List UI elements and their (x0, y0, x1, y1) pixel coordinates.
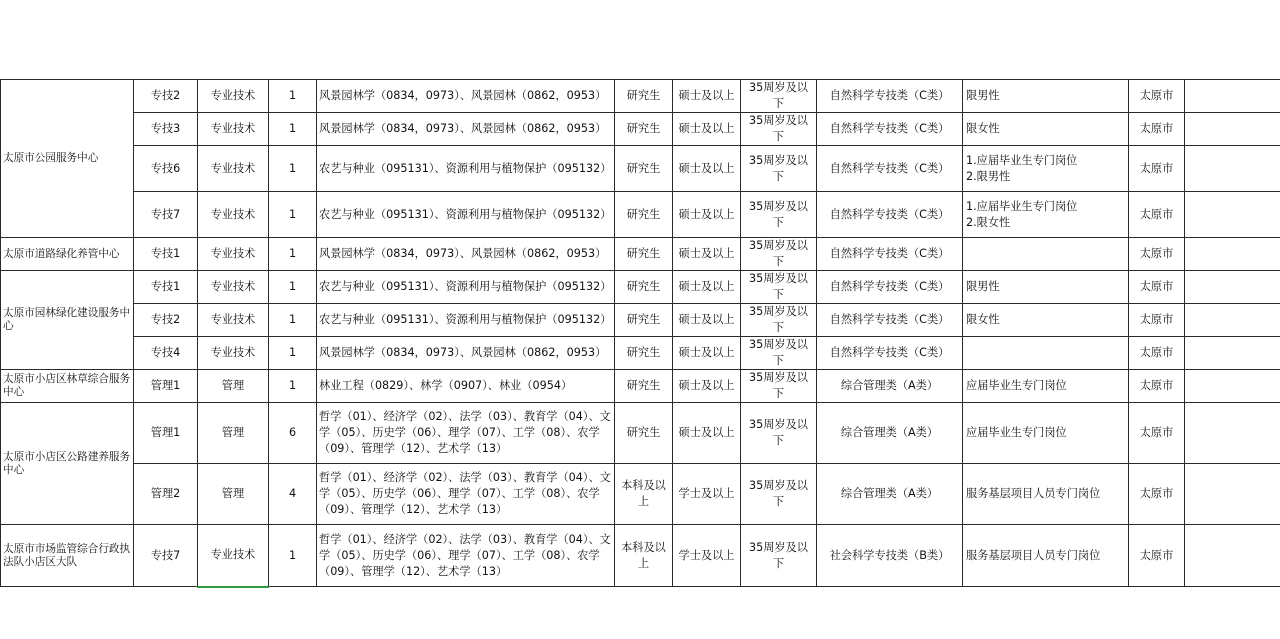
education-cell[interactable]: 本科及以上 (615, 525, 673, 587)
table-row[interactable] (1, 304, 1280, 337)
education-cell[interactable]: 研究生 (615, 238, 673, 271)
remark-cell[interactable]: 限男性 (963, 80, 1129, 113)
exam-category-cell[interactable]: 综合管理类（A类） (817, 403, 963, 464)
major-cell[interactable]: 农艺与种业（095131）、资源利用与植物保护（095132） (317, 146, 615, 192)
location-cell[interactable]: 太原市 (1129, 525, 1185, 587)
degree-cell[interactable]: 硕士及以上 (673, 192, 741, 238)
position-type-cell[interactable]: 专业技术 (198, 271, 269, 304)
department-cell[interactable]: 太原市小店区林草综合服务中心 (1, 370, 134, 403)
position-type-cell[interactable]: 管理 (198, 403, 269, 464)
degree-cell[interactable]: 硕士及以上 (673, 238, 741, 271)
location-cell[interactable]: 太原市 (1129, 271, 1185, 304)
education-cell[interactable]: 研究生 (615, 337, 673, 370)
degree-cell[interactable]: 学士及以上 (673, 525, 741, 587)
position-type-cell[interactable]: 专业技术 (198, 192, 269, 238)
major-cell[interactable]: 风景园林学（0834，0973）、风景园林（0862，0953） (317, 80, 615, 113)
headcount-cell[interactable]: 1 (269, 337, 317, 370)
degree-cell[interactable]: 硕士及以上 (673, 271, 741, 304)
degree-cell[interactable]: 硕士及以上 (673, 370, 741, 403)
headcount-cell[interactable]: 1 (269, 525, 317, 587)
empty-cell[interactable] (1185, 525, 1280, 587)
position-code-cell[interactable]: 专技3 (134, 113, 198, 146)
empty-cell[interactable] (1185, 370, 1280, 403)
education-cell[interactable]: 研究生 (615, 304, 673, 337)
major-cell[interactable]: 哲学（01）、经济学（02）、法学（03）、教育学（04）、文学（05）、历史学（06）、理学（07）、工学（08）、农学（09）、管理学（12）、艺术学（13） (317, 525, 615, 587)
location-cell[interactable]: 太原市 (1129, 146, 1185, 192)
headcount-cell[interactable]: 4 (269, 464, 317, 525)
location-cell[interactable]: 太原市 (1129, 464, 1185, 525)
location-cell[interactable]: 太原市 (1129, 238, 1185, 271)
position-code-cell[interactable]: 专技7 (134, 525, 198, 587)
position-code-cell[interactable]: 专技4 (134, 337, 198, 370)
education-cell[interactable]: 研究生 (615, 271, 673, 304)
exam-category-cell[interactable]: 综合管理类（A类） (817, 370, 963, 403)
exam-category-cell[interactable]: 自然科学专技类（C类） (817, 271, 963, 304)
age-cell[interactable]: 35周岁及以下 (741, 113, 817, 146)
age-cell[interactable]: 35周岁及以下 (741, 271, 817, 304)
department-cell[interactable]: 太原市小店区公路建养服务中心 (1, 403, 134, 525)
remark-cell[interactable]: 限女性 (963, 304, 1129, 337)
department-cell[interactable]: 太原市市场监管综合行政执法队小店区大队 (1, 525, 134, 587)
exam-category-cell[interactable]: 自然科学专技类（C类） (817, 80, 963, 113)
position-code-cell[interactable]: 管理2 (134, 464, 198, 525)
age-cell[interactable]: 35周岁及以下 (741, 304, 817, 337)
headcount-cell[interactable]: 1 (269, 80, 317, 113)
major-cell[interactable]: 林业工程（0829）、林学（0907）、林业（0954） (317, 370, 615, 403)
headcount-cell[interactable]: 1 (269, 113, 317, 146)
table-row[interactable] (1, 238, 1280, 271)
degree-cell[interactable]: 硕士及以上 (673, 337, 741, 370)
exam-category-cell[interactable]: 自然科学专技类（C类） (817, 304, 963, 337)
table-row[interactable] (1, 271, 1280, 304)
headcount-cell[interactable]: 1 (269, 370, 317, 403)
remark-cell[interactable]: 应届毕业生专门岗位 (963, 403, 1129, 464)
table-row[interactable] (1, 337, 1280, 370)
empty-cell[interactable] (1185, 192, 1280, 238)
headcount-cell[interactable]: 6 (269, 403, 317, 464)
empty-cell[interactable] (1185, 238, 1280, 271)
degree-cell[interactable]: 硕士及以上 (673, 403, 741, 464)
remark-cell[interactable] (963, 238, 1129, 271)
remark-cell[interactable]: 限男性 (963, 271, 1129, 304)
degree-cell[interactable]: 硕士及以上 (673, 304, 741, 337)
empty-cell[interactable] (1185, 403, 1280, 464)
education-cell[interactable]: 研究生 (615, 370, 673, 403)
education-cell[interactable]: 研究生 (615, 192, 673, 238)
age-cell[interactable]: 35周岁及以下 (741, 464, 817, 525)
department-cell[interactable]: 太原市道路绿化养管中心 (1, 238, 134, 271)
position-code-cell[interactable]: 专技7 (134, 192, 198, 238)
location-cell[interactable]: 太原市 (1129, 80, 1185, 113)
headcount-cell[interactable]: 1 (269, 271, 317, 304)
major-cell[interactable]: 风景园林学（0834，0973）、风景园林（0862，0953） (317, 337, 615, 370)
age-cell[interactable]: 35周岁及以下 (741, 337, 817, 370)
education-cell[interactable]: 研究生 (615, 146, 673, 192)
age-cell[interactable]: 35周岁及以下 (741, 146, 817, 192)
table-row[interactable] (1, 525, 1280, 587)
table-row[interactable] (1, 403, 1280, 464)
age-cell[interactable]: 35周岁及以下 (741, 80, 817, 113)
exam-category-cell[interactable]: 自然科学专技类（C类） (817, 146, 963, 192)
degree-cell[interactable]: 学士及以上 (673, 464, 741, 525)
major-cell[interactable]: 农艺与种业（095131）、资源利用与植物保护（095132） (317, 271, 615, 304)
position-code-cell[interactable]: 专技6 (134, 146, 198, 192)
education-cell[interactable]: 本科及以上 (615, 464, 673, 525)
position-code-cell[interactable]: 专技1 (134, 271, 198, 304)
headcount-cell[interactable]: 1 (269, 146, 317, 192)
location-cell[interactable]: 太原市 (1129, 304, 1185, 337)
position-type-cell[interactable]: 专业技术 (198, 113, 269, 146)
table-row[interactable] (1, 192, 1280, 238)
degree-cell[interactable]: 硕士及以上 (673, 113, 741, 146)
location-cell[interactable]: 太原市 (1129, 337, 1185, 370)
major-cell[interactable]: 风景园林学（0834，0973）、风景园林（0862，0953） (317, 238, 615, 271)
empty-cell[interactable] (1185, 146, 1280, 192)
position-type-cell[interactable]: 管理 (198, 464, 269, 525)
age-cell[interactable]: 35周岁及以下 (741, 403, 817, 464)
table-row[interactable] (1, 146, 1280, 192)
major-cell[interactable]: 农艺与种业（095131）、资源利用与植物保护（095132） (317, 192, 615, 238)
major-cell[interactable]: 风景园林学（0834，0973）、风景园林（0862，0953） (317, 113, 615, 146)
degree-cell[interactable]: 硕士及以上 (673, 80, 741, 113)
remark-cell[interactable]: 1.应届毕业生专门岗位 2.限女性 (963, 192, 1129, 238)
exam-category-cell[interactable]: 综合管理类（A类） (817, 464, 963, 525)
table-row[interactable] (1, 464, 1280, 525)
remark-cell[interactable]: 服务基层项目人员专门岗位 (963, 525, 1129, 587)
job-table (0, 79, 1280, 588)
table-row[interactable] (1, 370, 1280, 403)
education-cell[interactable]: 研究生 (615, 403, 673, 464)
age-cell[interactable]: 35周岁及以下 (741, 525, 817, 587)
age-cell[interactable]: 35周岁及以下 (741, 238, 817, 271)
position-code-cell[interactable]: 管理1 (134, 403, 198, 464)
empty-cell[interactable] (1185, 464, 1280, 525)
position-type-cell[interactable]: 专业技术 (198, 525, 269, 587)
location-cell[interactable]: 太原市 (1129, 113, 1185, 146)
exam-category-cell[interactable]: 自然科学专技类（C类） (817, 238, 963, 271)
empty-cell[interactable] (1185, 271, 1280, 304)
exam-category-cell[interactable]: 自然科学专技类（C类） (817, 337, 963, 370)
exam-category-cell[interactable]: 自然科学专技类（C类） (817, 113, 963, 146)
position-type-cell[interactable]: 专业技术 (198, 337, 269, 370)
age-cell[interactable]: 35周岁及以下 (741, 370, 817, 403)
location-cell[interactable]: 太原市 (1129, 192, 1185, 238)
education-cell[interactable]: 研究生 (615, 113, 673, 146)
position-code-cell[interactable]: 专技2 (134, 304, 198, 337)
empty-cell[interactable] (1185, 337, 1280, 370)
exam-category-cell[interactable]: 自然科学专技类（C类） (817, 192, 963, 238)
position-type-cell[interactable]: 管理 (198, 370, 269, 403)
department-cell[interactable]: 太原市公园服务中心 (1, 80, 134, 238)
location-cell[interactable]: 太原市 (1129, 370, 1185, 403)
age-cell[interactable]: 35周岁及以下 (741, 192, 817, 238)
empty-cell[interactable] (1185, 304, 1280, 337)
headcount-cell[interactable]: 1 (269, 238, 317, 271)
location-cell[interactable]: 太原市 (1129, 403, 1185, 464)
department-cell[interactable]: 太原市园林绿化建设服务中心 (1, 271, 134, 370)
position-type-cell[interactable]: 专业技术 (198, 304, 269, 337)
empty-cell[interactable] (1185, 80, 1280, 113)
education-cell[interactable]: 研究生 (615, 80, 673, 113)
major-cell[interactable]: 农艺与种业（095131）、资源利用与植物保护（095132） (317, 304, 615, 337)
remark-cell[interactable]: 应届毕业生专门岗位 (963, 370, 1129, 403)
remark-cell[interactable]: 限女性 (963, 113, 1129, 146)
remark-cell[interactable] (963, 337, 1129, 370)
position-code-cell[interactable]: 专技1 (134, 238, 198, 271)
headcount-cell[interactable]: 1 (269, 192, 317, 238)
table-row[interactable] (1, 80, 1280, 113)
table-row[interactable] (1, 113, 1280, 146)
remark-cell[interactable]: 服务基层项目人员专门岗位 (963, 464, 1129, 525)
position-code-cell[interactable]: 管理1 (134, 370, 198, 403)
remark-cell[interactable]: 1.应届毕业生专门岗位 2.限男性 (963, 146, 1129, 192)
headcount-cell[interactable]: 1 (269, 304, 317, 337)
position-type-cell[interactable]: 专业技术 (198, 238, 269, 271)
position-code-cell[interactable]: 专技2 (134, 80, 198, 113)
exam-category-cell[interactable]: 社会科学专技类（B类） (817, 525, 963, 587)
major-cell[interactable]: 哲学（01）、经济学（02）、法学（03）、教育学（04）、文学（05）、历史学（06）、理学（07）、工学（08）、农学（09）、管理学（12）、艺术学（13） (317, 403, 615, 464)
empty-cell[interactable] (1185, 113, 1280, 146)
position-type-cell[interactable]: 专业技术 (198, 146, 269, 192)
degree-cell[interactable]: 硕士及以上 (673, 146, 741, 192)
position-type-cell[interactable]: 专业技术 (198, 80, 269, 113)
major-cell[interactable]: 哲学（01）、经济学（02）、法学（03）、教育学（04）、文学（05）、历史学（06）、理学（07）、工学（08）、农学（09）、管理学（12）、艺术学（13） (317, 464, 615, 525)
